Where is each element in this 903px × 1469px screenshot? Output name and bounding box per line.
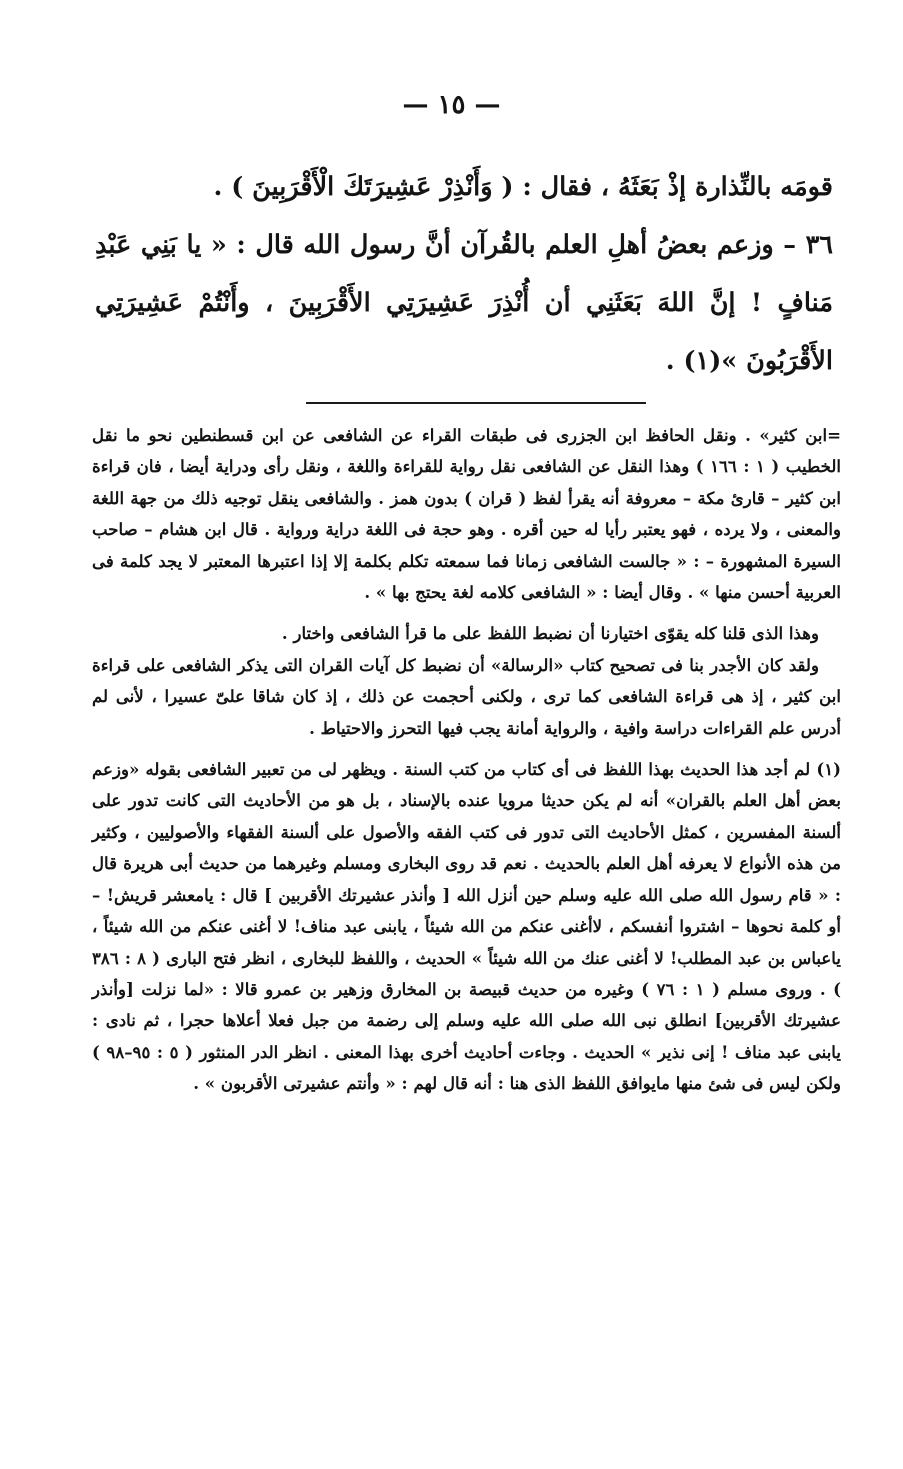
footnote-continuation: =ابن كثير» . ونقل الحافظ ابن الجزرى فى طبقات القراء عن الشافعى عن ابن قسطنطين نحو ما نقل الخطيب ( ١ : ١٦٦ ) وهذا النقل عن الشافعى نقل رواية للقراءة واللغة ، ونقل رأى ودراية أيضا ، فان قراءة ابن كثير – قارئ مكة – معروفة أنه يقرأ لفظ ( قران ) بدون همز . والشافعى ينقل توجيه ذلك من جهة اللغة والمعنى ، ولا يرده ، فهو يعتبر رأيا له حين أقره . وهو حجة فى اللغة دراية ورواية . قال ابن هشام – صاحب السيرة المشهورة – : « جالست الشافعى زمانا فما سمعته تكلم بكلمة إلا إذا اعتبرها المعتبر لا يجد كلمة فى العربية أحسن منها » . وقال أيضا : « الشافعى كلامه لغة يحتج بها » . — [92, 425, 841, 603]
footnote-continuation-paragraph: ولقد كان الأجدر بنا فى تصحيح كتاب «الرسالة» أن نضبط كل آيات القران التى يذكر الشافعى على قراءة ابن كثير ، إذ هى قراءة الشافعى كما ترى ، ولكنى أحجمت عن ذلك ، إذ كان شاقا علىّ عسيرا ، لأنى لم أدرس علم القراءات دراسة وافية ، والرواية أمانة يجب فيها التحرز والاحتياط . — [92, 654, 841, 738]
footnote-1-text: لم أجد هذا الحديث بهذا اللفظ فى أى كتاب من كتب السنة . ويظهر لى من تعبير الشافعى بقوله «وزعم بعض أهل العلم بالقران» أنه لم يكن حديثا مرويا عنده بالإسناد ، بل هو من الأحاديث التى كانت تدور على ألسنة المفسرين ، كمثل الأحاديث التى تدور فى كتب الفقه والأصول على ألسنة الفقهاء والأصوليين ، وكثير من هذه الأنواع لا يعرفه أهل العلم بالحديث . نعم قد روى البخارى ومسلم وغيرهما من حديث أبى هريرة قال : « قام رسول الله صلى الله عليه وسلم حين أنزل الله [ وأنذر عشيرتك الأقربين ] قال : يامعشر قريش! – أو كلمة نحوها – اشتروا أنفسكم ، لاأغنى عنكم من الله شيئاً ، يابنى عبد مناف! لا أغنى عنكم من الله شيئاً ، ياعباس بن عبد المطلب! لا أغنى عنك من الله شيئاً » الحديث ، واللفظ للبخارى ، انظر فتح البارى ( ٨ : ٣٨٦ ) . وروى مسلم ( ١ : ٧٦ ) وغيره من حديث قبيصة بن المخارق وزهير بن عمرو قالا : «لما نزلت [وأنذر عشيرتك الأقربين] انطلق نبى الله صلى الله عليه وسلم إلى رضمة من جبل فعلا أعلاها حجرا ، ثم نادى : يابنى عبد مناف ! إنى نذير » الحديث . وجاءت أحاديث أخرى بهذا المعنى . انظر الدر المنثور ( ٥ : ٩٥–٩٨ ) ولكن ليس فى شئ منها مايوافق اللفظ الذى هنا : أنه قال لهم : « وأنتم عشيرتى الأقربون » . — [92, 759, 841, 1094]
footnotes — [92, 420, 841, 1100]
footnote-marker: (١) — [816, 759, 841, 780]
page-number: — ١٥ — — [402, 90, 501, 120]
footnote-separator — [306, 402, 646, 404]
footnote-1 — [92, 754, 841, 1099]
main-text — [95, 158, 833, 390]
main-paragraph-2: ٣٦ – وزعم بعضُ أهلِ العلم بالقُرآن أنَّ رسول الله قال : « يا بَنِي عَبْدِ مَنافٍ ! إنَّ اللهَ بَعَثَنِي أن أُنْذِرَ عَشِيرَتِي الأَقْرَبِينَ ، وأَنْتُمْ عَشِيرَتِي الأَقْرَبُونَ »(١) . — [95, 230, 833, 376]
main-paragraph-1: قومَه بالنِّذارة إذْ بَعَثَهُ ، فقال : ( وَأَنْذِرْ عَشِيرَتَكَ الْأَقْرَبِينَ ) . — [213, 172, 833, 202]
footnote-continuation-paragraph: وهذا الذى قلنا كله يقوّى اختيارنا أن نضبط اللفظ على ما قرأ الشافعى واختار . — [281, 623, 819, 644]
